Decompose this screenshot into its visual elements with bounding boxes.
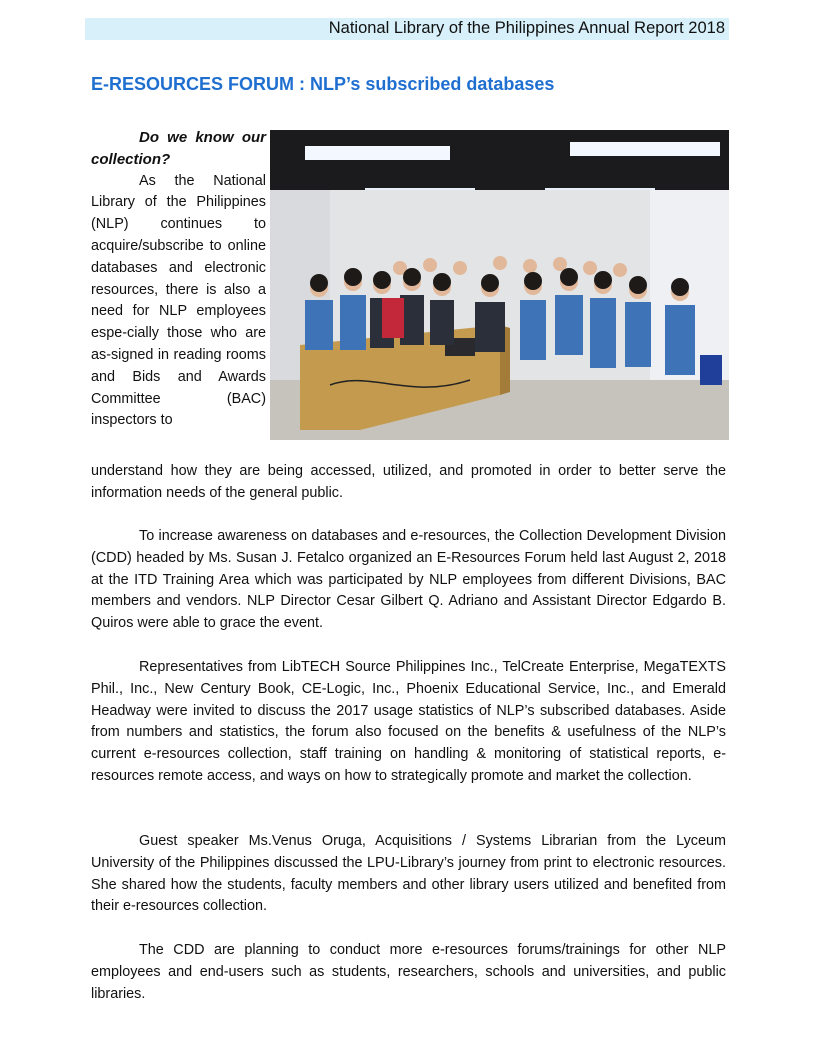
paragraph-guest-speaker: Guest speaker Ms.Venus Oruga, Acquisitions / Systems Librarian from the Lyceum University of the Philippines discussed the LPU-Library’s journey from print to electronic resources. She shared how the students, faculty members and other library users utilized and benefited from their e-resources collection.	[91, 833, 726, 915]
paragraph-forum: To increase awareness on databases and e-resources, the Collection Development Division (CDD) headed by Ms. Susan J. Fetalco organized an E-Resources Forum held last August 2, 2018 at the ITD Training Area which was participated by NLP employees from different Divisions, BAC members and vendors. NLP Director Cesar Gilbert Q. Adriano and Assistant Director Edgardo B. Quiros were able to grace the event.	[91, 528, 726, 632]
paragraph-representatives: Representatives from LibTECH Source Philippines Inc., TelCreate Enterprise, MegaTEXTS Phil., Inc., New Century Book, CE-Logic, Inc., Phoenix Educational Service, Inc., and Emerald Headway were invited to discuss the 2017 usage statistics of NLP’s subscribed databases. Aside from numbers and statistics, the forum also focused on the benefits & usefulness of the NLP’s current e-resources collection, staff training on handling & monitoring of statistical reports, e-resources remote access, and ways on how to strategically promote and market the collection.	[91, 659, 726, 784]
intro-column	[91, 127, 266, 432]
paragraph-plans: The CDD are planning to conduct more e-resources forums/trainings for other NLP employees and end-users such as students, researchers, schools and universities, and public libraries.	[91, 942, 726, 1002]
question-heading: Do we know our collection?	[91, 129, 266, 168]
running-header	[85, 18, 729, 40]
intro-paragraph-wrapped: As the National Library of the Philippines (NLP) continues to acquire/subscribe to online databases and electronic resources, there is also a need for NLP employees espe-cially those who are as-signed in reading rooms and Bids and Awards Committee (BAC) inspectors to	[91, 172, 266, 429]
group-photo-illustration	[270, 130, 729, 440]
running-header-text: National Library of the Philippines Annual Report 2018	[328, 19, 725, 37]
intro-paragraph-continued: understand how they are being accessed, utilized, and promoted in order to better serve the information needs of the general public.	[91, 463, 726, 501]
group-photo	[270, 130, 729, 440]
article-title: E-RESOURCES FORUM : NLP’s subscribed databases	[91, 74, 555, 94]
